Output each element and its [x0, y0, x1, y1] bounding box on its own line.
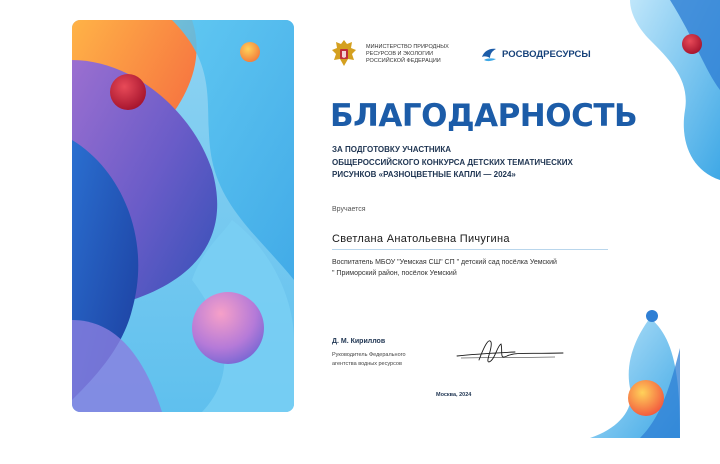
awarded-label: Вручается — [332, 206, 366, 213]
certificate-title: БЛАГОДАРНОСТЬ — [330, 98, 638, 134]
position-line-1: Воспитатель МБОУ "Уемская СШ" СП " детский сад посёлка Уемский — [332, 259, 557, 266]
recipient-underline — [332, 249, 608, 250]
subtitle-line-3: РИСУНКОВ «РАЗНОЦВЕТНЫЕ КАПЛИ — 2024» — [332, 170, 516, 179]
subtitle-line-1: ЗА ПОДГОТОВКУ УЧАСТНИКА — [332, 145, 452, 154]
city-and-year: Москва, 2024 — [436, 392, 472, 398]
ministry-line-2: РЕСУРСОВ И ЭКОЛОГИИ — [366, 50, 434, 57]
ministry-name — [366, 44, 458, 65]
water-drop-logo-icon — [480, 45, 498, 63]
signer-role-line-2: агентства водных ресурсов — [332, 361, 402, 367]
subtitle-line-2: ОБЩЕРОССИЙСКОГО КОНКУРСА ДЕТСКИХ ТЕМАТИЧЕСКИХ — [332, 157, 573, 167]
recipient-name: Светлана Анатольевна Пичугина — [332, 233, 510, 245]
signer-role — [332, 351, 432, 369]
recipient-position — [332, 257, 622, 279]
signer-role-line-1: Руководитель Федерального — [332, 352, 406, 358]
decorative-art-panel — [72, 20, 294, 412]
ministry-line-1: МИНИСТЕРСТВО ПРИРОДНЫХ — [366, 43, 449, 50]
coat-of-arms-icon — [330, 38, 358, 70]
signer-name: Д. М. Кириллов — [332, 338, 386, 345]
position-line-2: " Приморский район, посёлок Уемский — [332, 270, 457, 277]
ministry-line-3: РОССИЙСКОЙ ФЕДЕРАЦИИ — [366, 57, 441, 64]
certificate-subtitle — [332, 144, 632, 182]
agency-name: РОСВОДРЕСУРСЫ — [502, 48, 591, 60]
header-logos — [330, 36, 591, 72]
handwritten-signature — [455, 334, 565, 368]
agency-logo — [480, 45, 591, 63]
corner-decoration-bottom — [590, 308, 680, 438]
